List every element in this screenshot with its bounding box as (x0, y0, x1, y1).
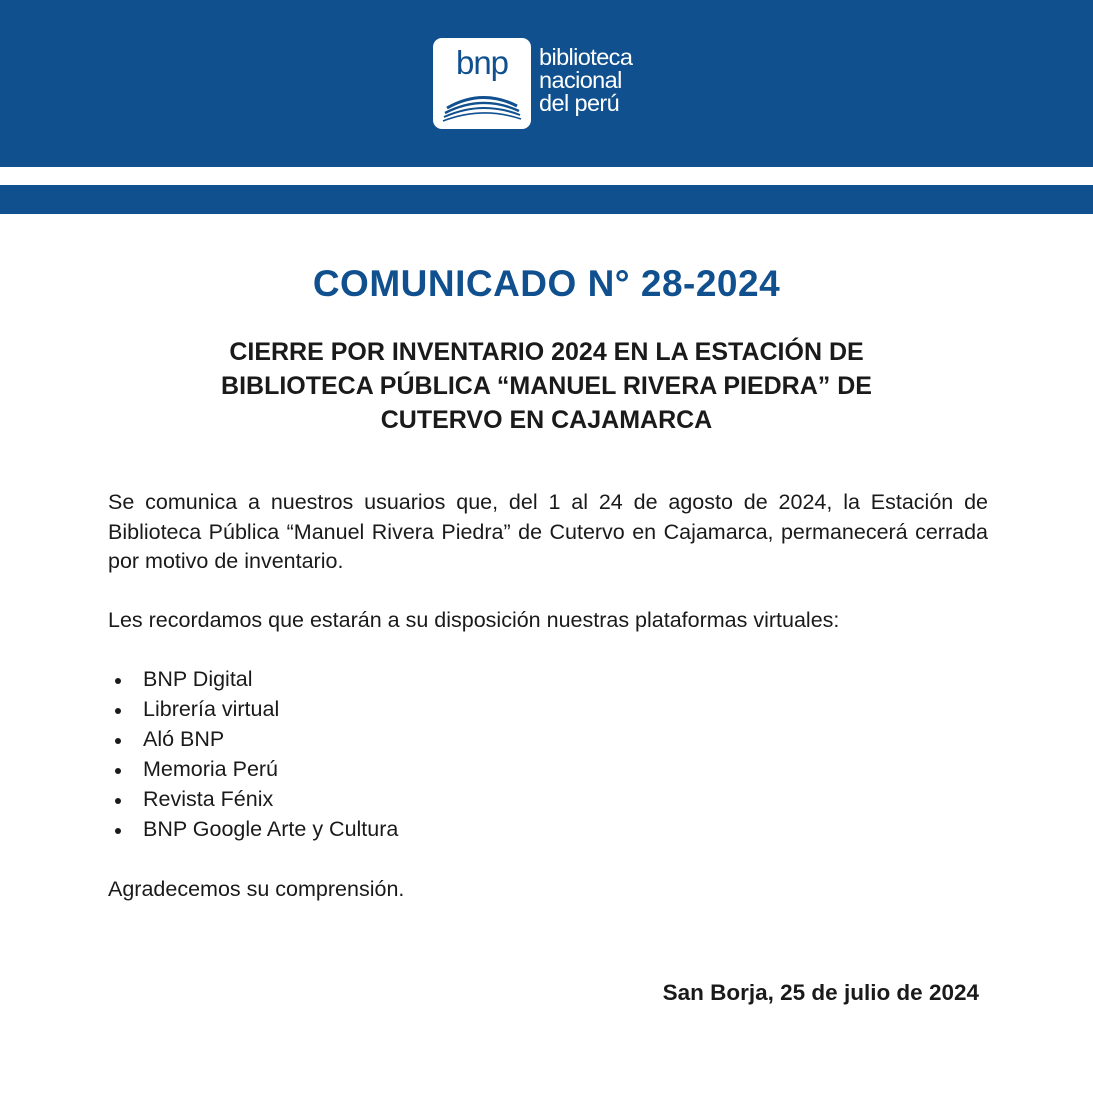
bnp-logo (433, 38, 531, 129)
communique-subtitle (0, 335, 1093, 437)
closing-text: Agradecemos su comprensión. (108, 877, 405, 901)
platform-name: Librería virtual (143, 697, 280, 721)
platform-name: Revista Fénix (143, 787, 274, 811)
subtitle-line: CIERRE POR INVENTARIO 2024 EN LA ESTACIÓN DE (229, 338, 864, 366)
platform-name: BNP Google Arte y Cultura (143, 817, 399, 841)
platform-name: BNP Digital (143, 667, 253, 691)
platforms-list (108, 665, 988, 845)
bullet-icon (115, 768, 121, 774)
platform-name: Aló BNP (143, 727, 225, 751)
logo-name (539, 46, 632, 115)
bullet-icon (115, 738, 121, 744)
closure-paragraph: Se comunica a nuestros usuarios que, del 1 al 24 de agosto de 2024, la Estación de Biblioteca Pública “Manuel Rivera Piedra” de Cutervo en Cajamarca, permanecerá cerrada por motivo de inventario. (108, 490, 988, 573)
header-banner (0, 0, 1093, 167)
platform-name: Memoria Perú (143, 757, 279, 781)
place-date: San Borja, 25 de julio de 2024 (662, 980, 979, 1005)
communique-body (108, 488, 988, 905)
platforms-intro: Les recordamos que estarán a su disposición nuestras plataformas virtuales: (108, 607, 840, 632)
header-stripe (0, 185, 1093, 214)
list-item (108, 665, 988, 695)
list-item (108, 695, 988, 725)
subtitle-line: CUTERVO EN CAJAMARCA (380, 406, 713, 434)
bullet-icon (115, 798, 121, 804)
list-item (108, 725, 988, 755)
bullet-icon (115, 828, 121, 834)
logo-name-line: del perú (539, 90, 620, 116)
bullet-icon (115, 708, 121, 714)
list-item (108, 815, 988, 845)
logo-name-line: nacional (539, 67, 622, 93)
subtitle-line: BIBLIOTECA PÚBLICA “MANUEL RIVERA PIEDRA” DE (221, 372, 872, 400)
list-item (108, 785, 988, 815)
logo-abbreviation: bnp (455, 44, 509, 81)
communique-title: COMUNICADO N° 28-2024 (312, 263, 781, 304)
logo-name-line: biblioteca (539, 44, 633, 70)
list-item (108, 755, 988, 785)
logo-waves-icon (441, 86, 523, 122)
bullet-icon (115, 678, 121, 684)
